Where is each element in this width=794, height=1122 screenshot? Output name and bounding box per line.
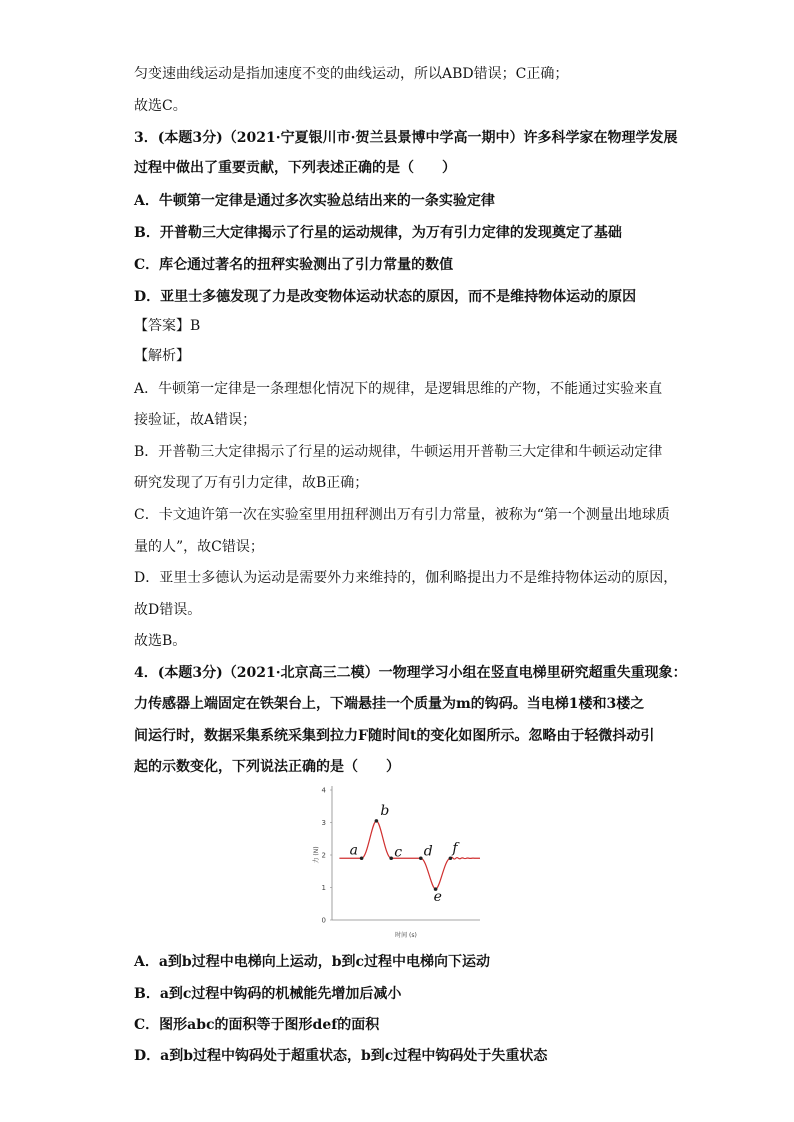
q4-stem-1: 4．(本题3分)（2021·北京高三二模）一物理学习小组在竖直电梯里研究超重失重现象： [134, 665, 687, 681]
analysis-conclusion: 故选B。 [134, 633, 187, 649]
y-tick-label: 1 [321, 884, 326, 892]
analysis-label: 【解析】 [134, 348, 190, 364]
q4-stem-3: 间运行时，数据采集系统采集到拉力F随时间t的变化如图所示。忽略由于轻微抖动引 [134, 728, 655, 744]
analysis-d-2: 故D错误。 [134, 602, 202, 618]
q4-option-c: C．图形abc的面积等于图形def的面积 [134, 1017, 380, 1033]
x-axis-label: 时间 (s) [395, 932, 417, 939]
answer-label: 【答案】B [134, 318, 201, 334]
y-tick-label: 2 [321, 851, 326, 860]
point-d-marker [419, 856, 423, 860]
point-a-marker [360, 856, 364, 860]
analysis-d-1: D．亚里士多德认为运动是需要外力来维持的，伽利略提出力不是维持物体运动的原因， [134, 570, 678, 586]
analysis-b-2: 研究发现了万有引力定律，故B正确； [134, 475, 369, 491]
q3-stem-1: 3．(本题3分)（2021·宁夏银川市·贺兰县景博中学高一期中）许多科学家在物理学发展 [134, 130, 678, 146]
analysis-a-1: A．牛顿第一定律是一条理想化情况下的规律，是逻辑思维的产物，不能通过实验来直 [134, 381, 663, 397]
force-curve [339, 821, 480, 889]
point-f-label: f [452, 840, 458, 857]
point-d-label: d [423, 843, 433, 860]
q3-option-d: D．亚里士多德发现了力是改变物体运动状态的原因，而不是维持物体运动的原因 [134, 289, 637, 305]
q4-option-a: A．a到b过程中电梯向上运动，b到c过程中电梯向下运动 [134, 954, 491, 970]
force-time-chart [300, 780, 490, 945]
y-tick-label: 3 [321, 819, 326, 827]
analysis-c-1: C．卡文迪许第一次在实验室里用扭秤测出万有引力常量，被称为“第一个测量出地球质 [134, 507, 670, 523]
analysis-a-2: 接验证，故A错误； [134, 412, 257, 428]
y-tick-label: 0 [321, 916, 326, 925]
q4-stem-2: 力传感器上端固定在铁架台上，下端悬挂一个质量为m的钩码。当电梯1楼和3楼之 [134, 696, 645, 712]
point-b-label: b [380, 802, 390, 819]
point-e-label: e [433, 889, 442, 906]
q3-option-a: A．牛顿第一定律是通过多次实验总结出来的一条实验定律 [134, 193, 495, 209]
text-l1: 匀变速曲线运动是指加速度不变的曲线运动，所以ABD错误；C正确； [134, 66, 569, 82]
q3-option-b: B．开普勒三大定律揭示了行星的运动规律，为万有引力定律的发现奠定了基础 [134, 225, 622, 241]
y-axis-label: 力 (N) [313, 846, 320, 864]
point-b-marker [375, 819, 379, 823]
q4-option-d: D．a到b过程中钩码处于超重状态，b到c过程中钩码处于失重状态 [134, 1048, 548, 1064]
analysis-c-2: 量的人”，故C错误； [134, 539, 264, 555]
point-c-label: c [394, 844, 403, 861]
text-l2: 故选C。 [134, 98, 187, 114]
y-tick-label: 4 [321, 786, 326, 795]
point-f-marker [449, 856, 453, 860]
q4-option-b: B．a到c过程中钩码的机械能先增加后减小 [134, 986, 402, 1002]
point-c-marker [389, 856, 393, 860]
q3-stem-2: 过程中做出了重要贡献，下列表述正确的是（ ） [134, 160, 456, 176]
q4-stem-4: 起的示数变化，下列说法正确的是（ ） [134, 759, 400, 775]
point-a-label: a [349, 842, 358, 859]
q3-option-c: C．库仑通过著名的扭秤实验测出了引力常量的数值 [134, 257, 454, 273]
analysis-b-1: B．开普勒三大定律揭示了行星的运动规律，牛顿运用开普勒三大定律和牛顿运动定律 [134, 444, 663, 460]
